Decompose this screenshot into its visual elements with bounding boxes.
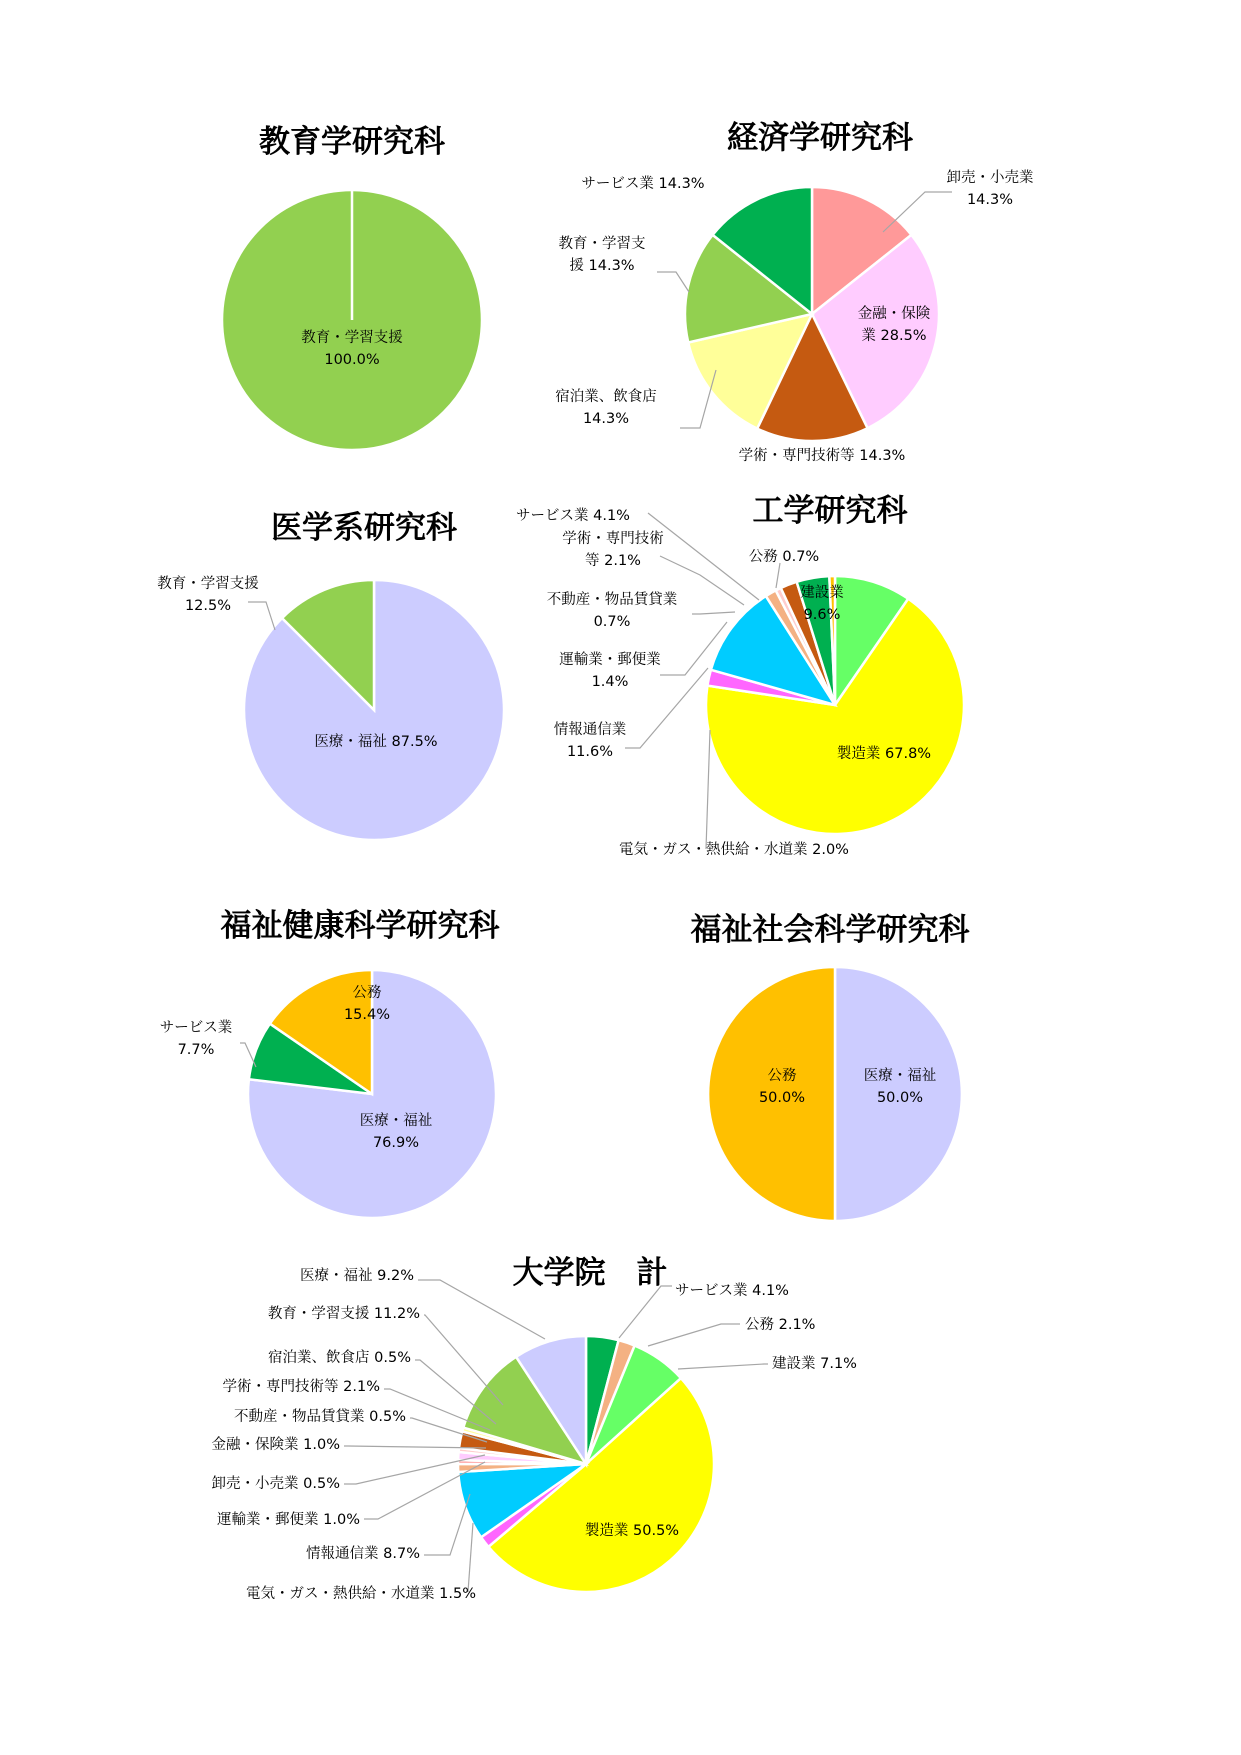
data-label: 50.0% xyxy=(758,1090,806,1106)
data-label: 76.9% xyxy=(372,1135,420,1151)
data-label: 学術・専門技術 xyxy=(562,531,664,547)
data-label: 宿泊業、飲食店 xyxy=(555,389,657,405)
data-label: 情報通信業 xyxy=(553,722,627,738)
data-label: 金融・保険業 1.0% xyxy=(211,1437,340,1453)
data-label: 14.3% xyxy=(966,192,1014,208)
data-label: 教育・学習支援 xyxy=(157,576,259,592)
data-label: 学術・専門技術等 2.1% xyxy=(222,1379,380,1395)
data-label: 11.6% xyxy=(566,744,614,760)
chart-title: 教育学研究科 xyxy=(259,124,445,160)
leader-line xyxy=(619,1286,672,1338)
data-label: 医療・福祉 xyxy=(359,1113,433,1129)
leader-line xyxy=(424,1315,503,1405)
data-label: 12.5% xyxy=(184,598,232,614)
data-label: 援 14.3% xyxy=(569,258,635,274)
leader-line xyxy=(678,1364,768,1369)
data-label: 電気・ガス・熱供給・水道業 1.5% xyxy=(246,1586,476,1602)
data-label: 情報通信業 8.7% xyxy=(306,1546,420,1562)
chart-title: 工学研究科 xyxy=(752,493,908,529)
data-label: 不動産・物品賃貸業 0.5% xyxy=(234,1409,406,1425)
data-label: 金融・保険 xyxy=(857,306,931,322)
leader-line xyxy=(776,563,780,588)
data-label: 教育・学習支 xyxy=(558,236,646,252)
chart-title: 福祉社会科学研究科 xyxy=(690,912,970,948)
pie-chart-3 xyxy=(157,510,504,840)
data-label: 1.4% xyxy=(591,674,629,690)
data-label: 7.7% xyxy=(177,1042,215,1058)
leader-line xyxy=(648,1324,740,1346)
data-label: 不動産・物品賃貸業 xyxy=(546,592,678,608)
data-label: 宿泊業、飲食店 0.5% xyxy=(268,1350,411,1366)
data-label: 卸売・小売業 0.5% xyxy=(211,1476,340,1492)
data-label: 教育・学習支援 xyxy=(301,330,403,346)
data-label: 建設業 7.1% xyxy=(772,1356,857,1372)
pie-chart-7 xyxy=(212,1255,857,1602)
data-label: サービス業 4.1% xyxy=(675,1283,789,1299)
data-label: 公務 2.1% xyxy=(745,1317,816,1333)
chart-title: 医学系研究科 xyxy=(271,510,457,546)
data-label: 学術・専門技術等 14.3% xyxy=(738,448,906,464)
data-label: 50.0% xyxy=(876,1090,924,1106)
data-label: 100.0% xyxy=(324,352,380,368)
data-label: 9.6% xyxy=(803,607,841,623)
pie-chart-4 xyxy=(516,493,964,858)
data-label: 運輸業・郵便業 xyxy=(559,652,661,668)
data-label: 医療・福祉 xyxy=(863,1068,937,1084)
data-label: 医療・福祉 87.5% xyxy=(314,734,438,750)
data-label: 卸売・小売業 xyxy=(946,170,1034,186)
data-label: 公務 xyxy=(767,1068,797,1084)
data-label: サービス業 4.1% xyxy=(516,508,630,524)
chart-title: 福祉健康科学研究科 xyxy=(220,908,500,944)
data-label: 教育・学習支援 11.2% xyxy=(267,1306,420,1322)
data-label: 公務 xyxy=(352,985,382,1001)
data-label: 建設業 xyxy=(800,585,844,601)
leader-line xyxy=(625,668,708,748)
data-label: 製造業 50.5% xyxy=(584,1523,680,1539)
data-label: 製造業 67.8% xyxy=(836,746,932,762)
data-label: 0.7% xyxy=(593,614,631,630)
data-label: 15.4% xyxy=(343,1007,391,1023)
chart-title: 経済学研究科 xyxy=(727,120,913,156)
data-label: サービス業 14.3% xyxy=(581,176,705,192)
leader-line xyxy=(648,513,759,600)
leader-line xyxy=(706,730,710,849)
leader-line xyxy=(468,1523,473,1592)
data-label: 電気・ガス・熱供給・水道業 2.0% xyxy=(619,842,849,858)
data-label: 公務 0.7% xyxy=(748,549,820,565)
leader-line xyxy=(692,612,735,614)
leader-line xyxy=(248,602,275,630)
data-label: サービス業 xyxy=(159,1020,233,1036)
pie-chart-1 xyxy=(222,124,482,450)
pie-chart-5 xyxy=(160,908,500,1218)
data-label: 医療・福祉 9.2% xyxy=(300,1268,414,1284)
pie-chart-6 xyxy=(691,912,970,1221)
data-label: 14.3% xyxy=(582,411,630,427)
data-label: 業 28.5% xyxy=(861,328,927,344)
leader-line xyxy=(657,272,689,292)
data-label: 等 2.1% xyxy=(585,553,641,569)
pie-chart-2 xyxy=(555,120,1033,464)
data-label: 運輸業・郵便業 1.0% xyxy=(217,1512,360,1528)
chart-title: 大学院 計 xyxy=(512,1255,668,1291)
